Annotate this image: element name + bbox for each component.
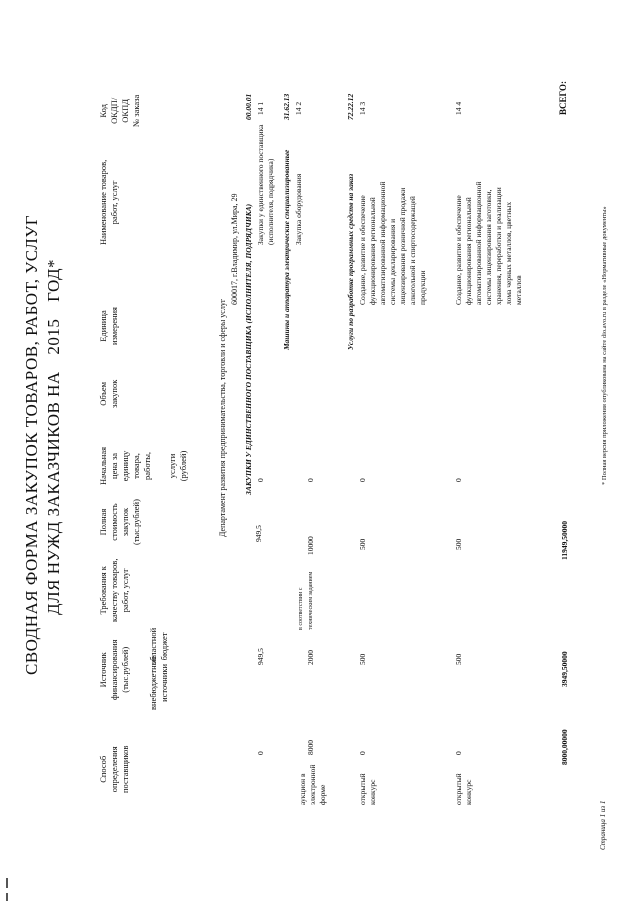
row-regional: 949,5 [256,648,265,665]
row-number: 14 2 [294,101,303,115]
row-name: Закупки у единственного поставщика (исполнителя, подрядчика) [256,124,275,245]
row-price: 0 [358,478,367,482]
row-price: 0 [454,478,463,482]
row-name: Создание, развитие и обеспечение функционирования региональной автоматизированной информационной системы лицензирования заготовки, хранения, переработки и реализации лома черных металлов, цветных металлов [454,181,523,305]
row-method: открытый конкурс [454,773,473,805]
row-name: Закупка оборудования [294,173,303,245]
header-funding-extra: внебюджетные источники [148,655,169,710]
header-code: Код ОКДП/ ОКПД № заказа [98,94,141,127]
row-name: Создание, развитие и обеспечение функционирования региональной автоматизированной информационной системы декларирования и лицензирования розничной продажи алкогольной и спиртосодержащей продукции [358,181,427,305]
totals-regional: 3949,50000 [560,651,569,687]
totals-label: ВСЕГО: [558,80,568,115]
header-volume: Объем закупок [98,379,119,408]
header-requirements: Требования к качеству товаров, работ, услуг [98,558,130,622]
header-funding: Источник финансирования (тыс.рублей) [98,639,130,700]
department-address: 600017, г.Владимир, ул.Мира, 29 [230,193,239,305]
page-label: Страница 1 из 1 [599,800,607,850]
section-code: 72.22.12 [346,93,355,120]
row-number: 14 1 [256,101,265,115]
row-extra: 0 [454,751,463,755]
header-name: Наименование товаров, работ, услуг [98,159,119,245]
row-price: 0 [306,478,315,482]
section-code: 31.62.13 [282,93,291,120]
title-line-1: СВОДНАЯ ФОРМА ЗАКУПОК ТОВАРОВ, РАБОТ, УСЛУГ [22,214,41,675]
header-price: Начальная цена за единицу товара, работы, услуги (рублей) [98,446,188,485]
row-total: 500 [358,538,367,550]
title-suffix: ГОД* [44,258,63,302]
footnote: * Полная версия приложения опубликована на сайте dio.avo.ru в разделе «Нормативные документы» [601,206,608,485]
row-number: 14 3 [358,101,367,115]
row-method: открытый конкурс [358,773,377,805]
department-name: Департамент развития предпринимательства, торговли и сферы услуг [218,298,227,537]
row-number: 14 4 [454,101,463,115]
title-line-2 [44,259,64,615]
row-requirements: в соответствии с техническим заданием [298,571,314,630]
section-title: Машины и аппаратура электрические специализированные [282,149,291,350]
row-price: 0 [256,478,265,482]
title-prefix: ДЛЯ НУЖД ЗАКАЗЧИКОВ НА [44,371,63,615]
row-regional: 500 [454,653,463,665]
header-total: Полная стоимость закупок (тыс.рублей) [98,499,141,545]
row-total: 500 [454,538,463,550]
header-method: Способ определения поставщиков [98,745,130,793]
header-unit: Единица измерения [98,307,119,345]
row-regional: 2000 [306,650,315,665]
section-title: ЗАКУПКИ У ЕДИНСТВЕННОГО ПОСТАВЩИКА (ИСПОЛНИТЕЛЯ, ПОДРЯДЧИКА) [244,203,253,495]
row-total: 10000 [306,536,315,555]
row-method: аукцион в электронной форме [298,764,327,805]
row-extra: 0 [256,751,265,755]
totals-extra: 8000,00000 [560,729,569,765]
section-subtotal: 949,5 [254,525,263,542]
totals-total: 11949,50000 [560,521,569,560]
header-funding-regional: областной бюджет [148,627,169,665]
section-code: 00.00.01 [244,93,253,120]
row-extra: 8000 [306,740,315,755]
section-title: Услуги по разработке программных средств на заказ [346,173,355,350]
title-year: 2015 [44,318,63,355]
row-extra: 0 [358,751,367,755]
row-regional: 500 [358,653,367,665]
